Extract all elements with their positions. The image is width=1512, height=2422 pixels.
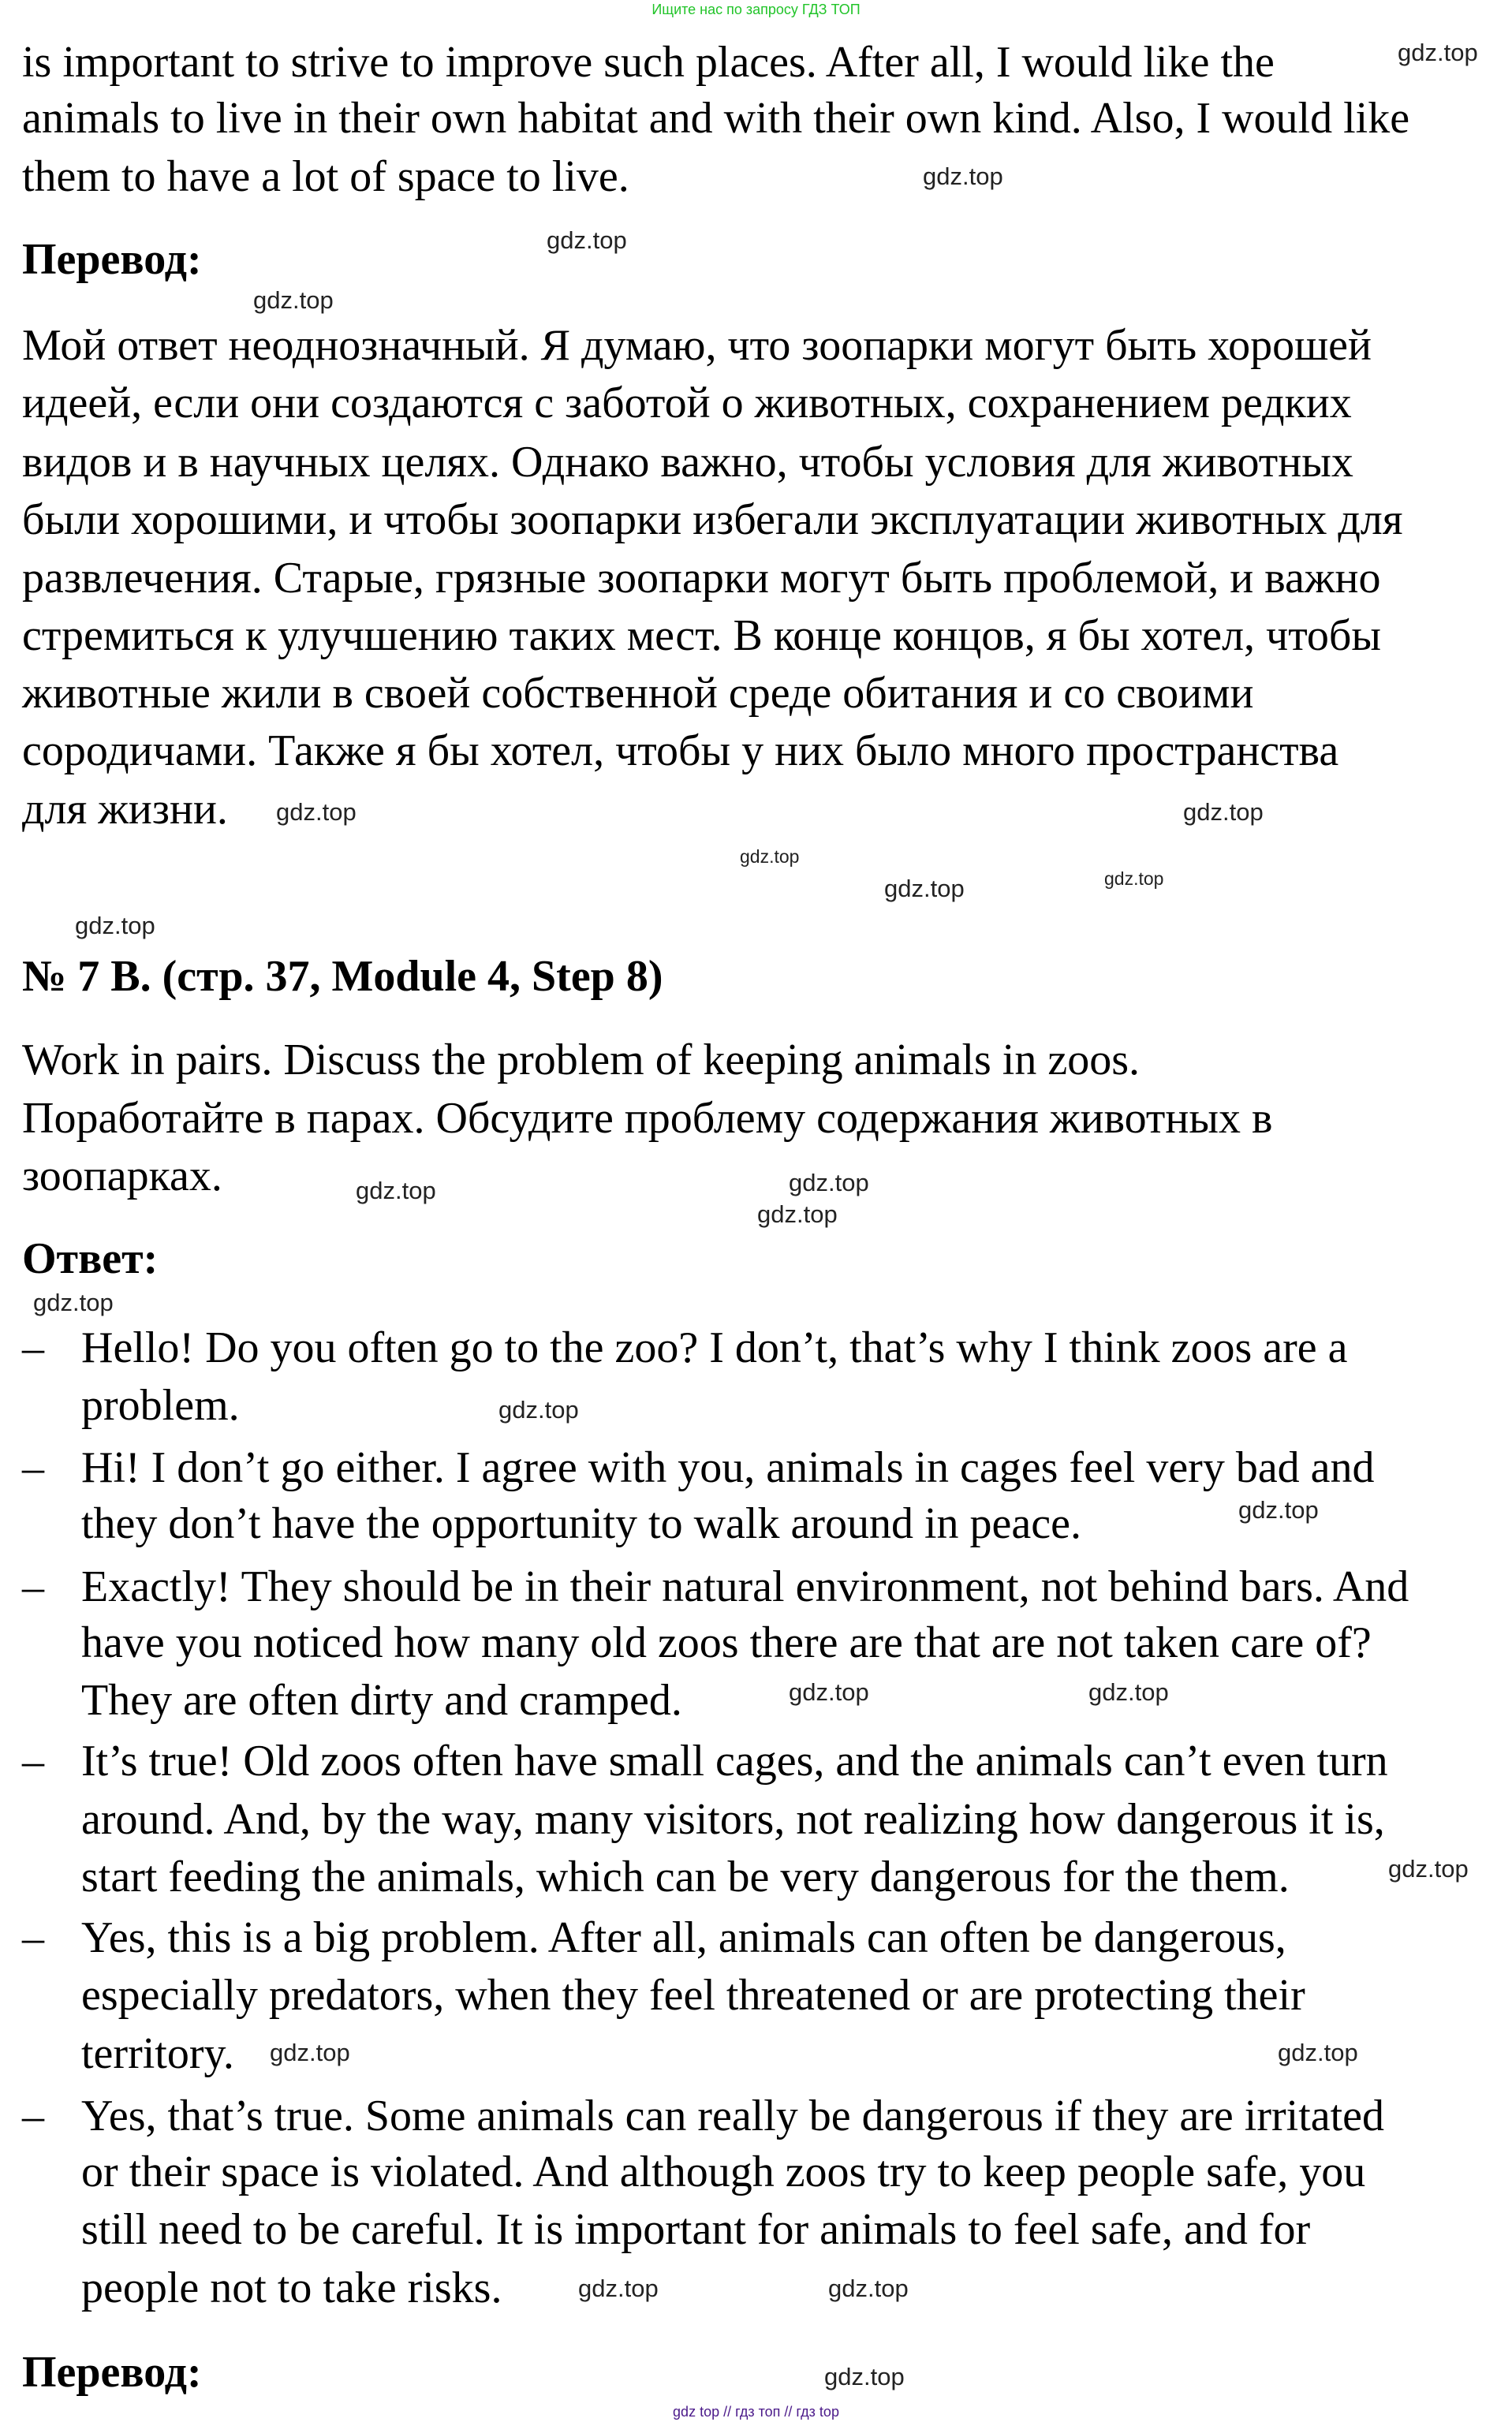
watermark: gdz.top [740,846,800,867]
watermark: gdz.top [824,2363,905,2390]
paragraph-line: animals to live in their own habitat and with their own kind. Also, I would like [22,94,1410,144]
dialogue-line: Yes, this is a big problem. After all, animals can often be dangerous, [81,1913,1286,1963]
watermark: gdz.top [1104,868,1164,889]
watermark: gdz.top [1238,1496,1319,1524]
watermark: gdz.top [923,162,1003,190]
top-banner: Ищите нас по запросу ГДЗ ТОП [651,2,861,17]
dialogue-line: have you noticed how many old zoos there are that are not taken care of? [81,1618,1372,1667]
dialogue-dash: – [22,1562,44,1611]
dialogue-line: territory. [81,2028,234,2078]
watermark: gdz.top [789,1169,869,1196]
paragraph-line: были хорошими, и чтобы зоопарки избегали эксплуатации животных для [22,495,1403,545]
watermark: gdz.top [276,798,357,826]
dialogue-line: or their space is violated. And although zoos try to keep people safe, you [81,2148,1366,2197]
watermark: gdz.top [1278,2039,1358,2066]
paragraph-line: is important to strive to improve such places. After all, I would like the [22,38,1275,88]
watermark: gdz.top [1088,1678,1169,1706]
watermark: gdz.top [75,912,155,939]
section-heading: Перевод: [22,2347,202,2397]
dialogue-line: Yes, that’s true. Some animals can really be dangerous if they are irritated [81,2091,1385,2140]
dialogue-line: It’s true! Old zoos often have small cages, and the animals can’t even turn [81,1737,1388,1786]
watermark: gdz.top [578,2275,659,2302]
watermark: gdz.top [547,226,627,254]
dialogue-dash: – [22,1737,44,1786]
dialogue-line: Hello! Do you often go to the zoo? I don’t, that’s why I think zoos are a [81,1323,1348,1372]
dialogue-line: still need to be careful. It is important for animals to feel safe, and for [81,2205,1311,2255]
task-line: Work in pairs. Discuss the problem of keeping animals in zoos. [22,1036,1141,1085]
watermark: gdz.top [356,1177,436,1204]
watermark: gdz.top [757,1200,838,1228]
paragraph-line: идеей, если они создаются с заботой о животных, сохранением редких [22,378,1352,427]
bottom-banner: gdz top // гдз топ // гдз top [673,2404,839,2420]
watermark: gdz.top [1388,1855,1469,1883]
watermark: gdz.top [1183,798,1264,826]
paragraph-line: them to have a lot of space to live. [22,151,629,201]
dialogue-line: people not to take risks. [81,2263,502,2312]
dialogue-line: problem. [81,1381,240,1430]
paragraph-line: животные жили в своей собственной среде обитания и со своими [22,669,1254,718]
paragraph-line: сородичами. Также я бы хотел, чтобы у них было много пространства [22,726,1339,776]
paragraph-line: развлечения. Старые, грязные зоопарки могут быть проблемой, и важно [22,553,1381,603]
task-line: Поработайте в парах. Обсудите проблему содержания животных в [22,1093,1273,1143]
paragraph-line: видов и в научных целях. Однако важно, чтобы условия для животных [22,438,1353,487]
watermark: gdz.top [498,1396,579,1424]
watermark: gdz.top [884,875,965,902]
dialogue-line: Hi! I don’t go either. I agree with you, animals in cages feel very bad and [81,1443,1375,1493]
watermark: gdz.top [828,2275,909,2302]
section-heading: Ответ: [22,1233,159,1283]
task-line: зоопарках. [22,1151,222,1200]
task-heading: № 7 B. (стр. 37, Module 4, Step 8) [22,951,663,1001]
dialogue-dash: – [22,1913,44,1963]
watermark: gdz.top [1398,39,1478,66]
watermark: gdz.top [270,2039,350,2066]
paragraph-line: Мой ответ неоднозначный. Я думаю, что зоопарки могут быть хорошей [22,320,1372,370]
paragraph-line: стремиться к улучшению таких мест. В конце концов, я бы хотел, чтобы [22,610,1382,660]
dialogue-line: They are often dirty and cramped. [81,1676,682,1726]
watermark: gdz.top [253,286,334,314]
dialogue-line: they don’t have the opportunity to walk around in peace. [81,1499,1081,1549]
dialogue-line: especially predators, when they feel threatened or are protecting their [81,1971,1305,2021]
dialogue-dash: – [22,2091,44,2140]
paragraph-line: для жизни. [22,784,228,834]
dialogue-line: Exactly! They should be in their natural environment, not behind bars. And [81,1562,1409,1611]
dialogue-line: around. And, by the way, many visitors, not realizing how dangerous it is, [81,1794,1385,1844]
dialogue-dash: – [22,1443,44,1493]
dialogue-line: start feeding the animals, which can be very dangerous for the them. [81,1852,1290,1901]
dialogue-dash: – [22,1323,44,1372]
section-heading: Перевод: [22,234,202,284]
watermark: gdz.top [789,1678,869,1706]
watermark: gdz.top [33,1289,114,1316]
